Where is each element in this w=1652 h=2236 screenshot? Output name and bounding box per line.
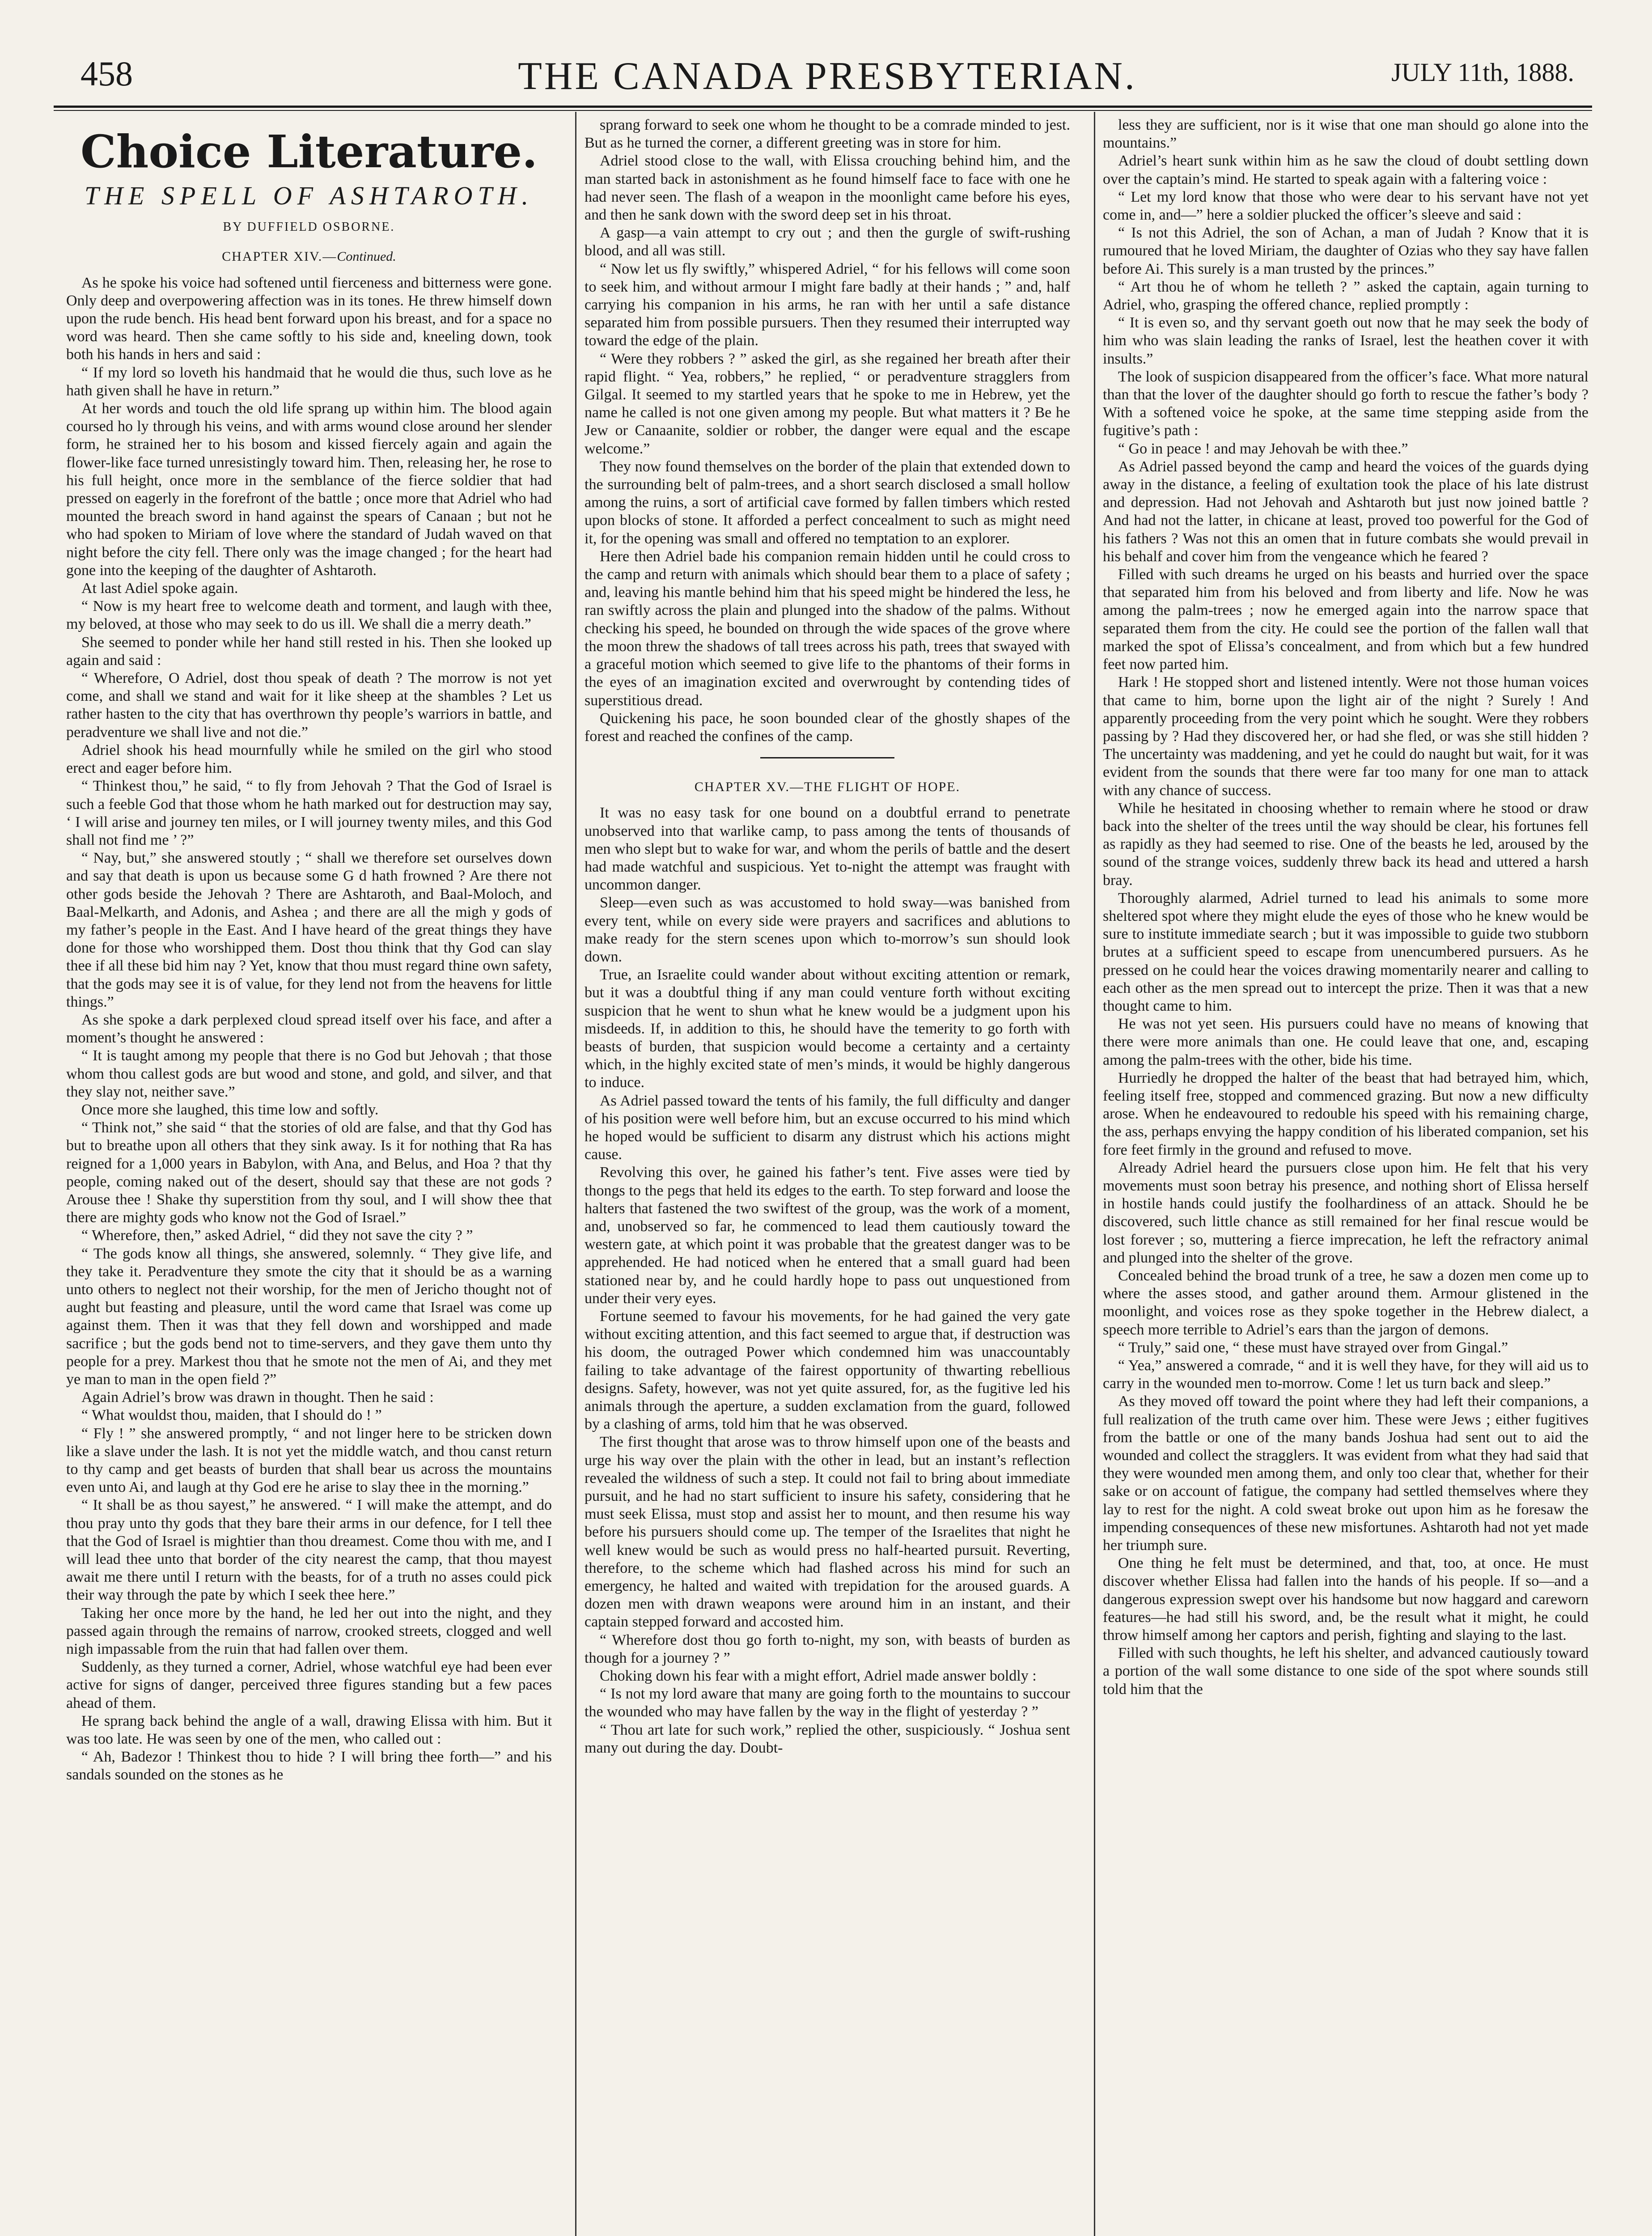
paragraph: The first thought that arose was to throw himself upon one of the beasts and urge his way over the plain with the other in lead, but an instant’s reflection revealed the wildness of such a step. It could not fail to bring about immediate pursuit, and he had no start sufficient to insure his safety, considering that he must seek Elissa, must stop and assist her to mount, and then resume his way before his pursuers should come up. The temper of the Israelites that night he well knew would be such as would press no half-hearted pursuit. Reverting, therefore, to the scheme which had flashed across his mind for such an emergency, he halted and waited with trepidation for the aroused guards. A dozen men with drawn weapons were around him in an instant, and their captain stepped forward and accosted him. [585, 1434, 1070, 1630]
article-body [585, 116, 1070, 745]
paragraph: Hurriedly he dropped the halter of the beast that had betrayed him, which, feeling itself free, stopped and commenced grazing. But now a new difficulty arose. When he endeavoured to redouble his speed with his remaining charge, the ass, perhaps envying the happy condition of his liberated companion, set his fore feet firmly in the ground and refused to move. [1103, 1069, 1588, 1158]
paragraph: “ What wouldst thou, maiden, that I should do ! ” [81, 1407, 382, 1424]
paragraph: Already Adriel heard the pursuers close upon him. He felt that his very movements must soon betray his presence, and nothing short of Elissa herself in hostile hands could justify the foolhardiness of an attack. Should he be discovered, such little chance as still remained for her final rescue would be lost forever ; so, muttering a fierce imprecation, he left the refractory animal and plunged into the shelter of the grove. [1103, 1159, 1588, 1266]
chapter-continued: Continued. [337, 249, 396, 264]
paragraph: It was no easy task for one bound on a doubtful errand to penetrate unobserved into that warlike camp, to pass among the tents of thousands of men who slept but to wake for war, and whom the perils of battle and the desert had made watchful and suspicious. Yet to-night the attempt was fraught with uncommon danger. [585, 805, 1070, 894]
paragraph: “ Is not this Adriel, the son of Achan, a man of Judah ? Know that it is rumoured that he loved Miriam, the daughter of Ozias who they say have fallen before Ai. This surely is a man trusted by the princes.” [1103, 224, 1588, 277]
paragraph: “ Wherefore, then,” asked Adriel, “ did they not save the city ? ” [81, 1227, 473, 1244]
paragraph: While he hesitated in choosing whether to remain where he stood or draw back into the shelter of the trees until the way should be clear, his fortunes fell as rapidly as they had seemed to rise. One of the beasts he led, aroused by the sound of the strange voices, suddenly threw back its head and uttered a harsh bray. [1103, 800, 1588, 889]
paragraph: Once more she laughed, this time low and softly. [81, 1101, 379, 1118]
paragraph: “ It is even so, and thy servant goeth out now that he may seek the body of him who was slain leading the ranks of Israel, lest the heathen cover it with insults.” [1103, 314, 1588, 367]
paragraph: Taking her once more by the hand, he led her out into the night, and they passed again through the remains of narrow, crooked streets, clogged and well nigh impassable from the ruin that had fallen over them. [66, 1605, 552, 1658]
paragraph: At her words and touch the old life sprang up within him. The blood again coursed ho ly through his veins, and with arms wound close around her slender form, he strained her to his bosom and kissed fiercely again and again the flower-like face turned unresistingly toward him. Then, releasing her, he rose to his full height, once more in the semblance of the fierce soldier that had pressed on eagerly in the forefront of the battle ; once more that Adriel who had mounted the breach sword in hand against the spears of Canaan ; but not he who had spoken to Miriam of love where the standard of Judah waved on that night before the city fell. There only was the image changed ; for the heart had gone into the keeping of the daughter of Ashtaroth. [66, 400, 552, 579]
paragraph: “ If my lord so loveth his handmaid that he would die thus, such love as he hath given shall he have in return.” [66, 364, 552, 399]
paragraph: Fortune seemed to favour his movements, for he had gained the very gate without exciting attention, and this fact seemed to argue that, if destruction was his doom, the outraged Power which condemned him was unaccountably failing to take advantage of the fairest opportunity of thwarting rebellious designs. Safety, however, was not yet quite assured, for, as the fugitive led his animals through the aperture, a sudden exclamation from the guard, followed by a clashing of arms, told him that he was observed. [585, 1308, 1070, 1433]
paragraph: They now found themselves on the border of the plain that extended down to the surrounding belt of palm-trees, and a short search disclosed a small hollow among the ruins, a sort of artificial cave formed by fallen timbers which rested upon blocks of stone. It afforded a perfect concealment to such as might need it, for the opening was small and offered no temptation to an explorer. [585, 458, 1070, 547]
paragraph: “ Fly ! ” she answered promptly, “ and not linger here to be stricken down like a slave under the lash. It is not yet the middle watch, and thou canst return to thy camp and get beasts of burden that shall bear us across the mountains even unto Ai, and laugh at thy God ere he arise to slay thee in the morning.” [66, 1425, 552, 1496]
paragraph: “ It shall be as thou sayest,” he answered. “ I will make the attempt, and do thou pray unto thy gods that they bare their arms in our defence, for I tell thee that the God of Israel is mightier than thou dreamest. Come thou with me, and I will lead thee unto that border of the city nearest the camp, that thou mayest await me there until I return with the beasts, for of a truth no asses could pick their way through the pate by which I seek thee here.” [66, 1497, 552, 1604]
paragraph: “ Yea,” answered a comrade, “ and it is well they have, for they will aid us to carry in the wounded men to-morrow. Come ! let us turn back and sleep.” [1103, 1357, 1588, 1392]
paragraph: “ Wherefore, O Adriel, dost thou speak of death ? The morrow is not yet come, and shall we stand and wait for it like sheep at the shambles ? Let us rather hasten to the city that has overthrown thy people’s warriors in battle, and peradventure we shall live and not die.” [66, 670, 552, 741]
paragraph: Filled with such thoughts, he left his shelter, and advanced cautiously toward a portion of the wall some distance to one side of the spot where sounds still told him that the [1103, 1645, 1588, 1698]
paragraph: He sprang back behind the angle of a wall, drawing Elissa with him. But it was too late. He was seen by one of the men, who called out : [66, 1712, 552, 1748]
paragraph: “ Nay, but,” she answered stoutly ; “ shall we therefore set ourselves down and say that death is upon us because some G d hath frowned ? Are there not other gods beside the Jehovah ? There are Ashtaroth, and Baal-Moloch, and Baal-Melkarth, and Adonis, and Ashea ; and there are all the migh y gods of my father’s people in the East. And I have heard of the great things they have done for those who worshipped them. Dost thou think that thy God can slay thee if all these bid him nay ? Yet, know that thou must regard thine own safety, that the gods may see it is of value, for they lend not from the heavens for little things.” [66, 850, 552, 1010]
chapter-label: CHAPTER XIV.— [222, 249, 337, 264]
paragraph: Hark ! He stopped short and listened intently. Were not those human voices that came to him, borne upon the light air of the night ? Surely ! And apparently proceeding from the very point which he sought. Were they robbers passing by ? Had they discovered her, or had she fled, or was she still hidden ? The uncertainty was maddening, and yet he could do naught but wait, for it was evident from the sounds that there were far too many for one man to attack with any chance of success. [1103, 674, 1588, 799]
article-body [66, 274, 552, 1784]
paragraph: “ Let my lord know that those who were dear to his servant have not yet come in, and—” here a soldier plucked the officer’s sleeve and said : [1103, 188, 1588, 224]
paragraph: “ Now let us fly swiftly,” whispered Adriel, “ for his fellows will come soon to seek him, and without armour I might fare badly at their hands ; ” and, half carrying his companion in his arms, he ran with her until a safe distance separated him from possible pursuers. Then they resumed their interrupted way toward the edge of the plain. [585, 260, 1070, 349]
page-number: 458 [80, 54, 133, 93]
paragraph: less they are sufficient, nor is it wise that one man should go alone into the mountains.” [1103, 117, 1588, 152]
newspaper-title: THE CANADA PRESBYTERIAN. [518, 55, 1137, 98]
paragraph: “ Thou art late for such work,” replied the other, suspiciously. “ Joshua sent many out during the day. Doubt- [585, 1721, 1070, 1756]
paragraph: “ Ah, Badezor ! Thinkest thou to hide ? I will bring thee forth—” and his sandals sounded on the stones as he [66, 1749, 552, 1783]
paragraph: Suddenly, as they turned a corner, Adriel, whose watchful eye had been ever active for signs of danger, perceived three figures standing but a few paces ahead of them. [66, 1659, 552, 1711]
paragraph: As they moved off toward the point where they had left their companions, a full realization of the truth came over him. These were Jews ; either fugitives from the battle or one of the many bands Joshua had sent out to aid the wounded and collect the stragglers. It was evident from what they had said that they were wounded men among them, and only too clear that, whether for their sake or on account of fatigue, the company had settled themselves where they lay to rest for the night. A cold sweat broke out upon him as he foresaw the impending consequences of these new misfortunes. Ashtaroth had not yet made her triumph sure. [1103, 1393, 1588, 1554]
column-divider [575, 112, 576, 2236]
paragraph: sprang forward to seek one whom he thought to be a comrade minded to jest. But as he turned the corner, a different greeting was in store for him. [585, 117, 1070, 152]
paragraph: Adriel shook his head mournfully while he smiled on the girl who stood erect and eager before him. [66, 741, 552, 777]
paragraph: Here then Adriel bade his companion remain hidden until he could cross to the camp and return with animals which should bear them to a place of safety ; and, leaving his mantle behind him that his speed might be hindered the less, he ran swiftly across the plain and plunged into the shadow of the palms. Without checking his speed, he bounded on through the wide spaces of the grove where the moon threw the shadows of tall trees across his path, trees that swayed with a graceful motion which seemed to give life to the phantoms of their forms in the eyes of an imagination excited and overwrought by contending tides of superstitious dread. [585, 548, 1070, 709]
paragraph: “ Think not,” she said “ that the stories of old are false, and that thy God has but to breathe upon all others that they sink away. Is it for nothing that Ra has reigned for a 1,000 years in Babylon, with Ana, and Belus, and Hoa ? that thy people, coming naked out of the desert, should say that these are not gods ? Arouse thee ! Shake thy superstition from thy soul, and I will show thee that there are mighty gods who know not the God of Israel.” [66, 1119, 552, 1226]
paragraph: “ Go in peace ! and may Jehovah be with thee.” [1118, 440, 1408, 457]
issue-date: JULY 11th, 1888. [1391, 58, 1574, 87]
paragraph: As she spoke a dark perplexed cloud spread itself over his face, and after a moment’s thought he answered : [66, 1011, 552, 1046]
column-3 [1103, 116, 1588, 2236]
paragraph: He was not yet seen. His pursuers could have no means of knowing that there were more animals than one. He could leave that one, and, escaping among the palm-trees with the other, bide his time. [1103, 1016, 1588, 1068]
paragraph: “ Were they robbers ? ” asked the girl, as she regained her breath after their rapid flight. “ Yea, robbers,” he replied, “ or peradventure stragglers from Gilgal. It seemed to my startled years that he spoke to me in Hebrew, yet the name he called is not one given among my people. But what matters it ? Be he Jew or Canaanite, soldier or robber, the danger were equal and the escape welcome.” [585, 350, 1070, 457]
masthead [80, 54, 1574, 103]
paragraph: “ Is not my lord aware that many are going forth to the mountains to succour the wounded who may have fallen by the way in the flight of yesterday ? ” [585, 1685, 1070, 1720]
byline: BY DUFFIELD OSBORNE. [223, 220, 395, 234]
paragraph: True, an Israelite could wander about without exciting attention or remark, but it was a doubtful thing if any man could venture forth without exciting suspicion that he went to shun what he knew would be a judgment upon his misdeeds. If, in addition to this, he should have the temerity to go forth with beasts of burden, that suspicion would become a certainty and a certainty which, in the highly excited state of men’s minds, it would be highly dangerous to induce. [585, 966, 1070, 1091]
article-body [1103, 116, 1588, 1698]
paragraph: As Adriel passed beyond the camp and heard the voices of the guards dying away in the distance, a feeling of exultation took the place of his late distrust and depression. Had not Jehovah and Ashtaroth but just now joined battle ? And had not the latter, in chicane at least, proved too powerful for the God of his fathers ? Was not this an omen that in future combats she would prevail in his behalf and cover him from the vengeance which he feared ? [1103, 458, 1588, 565]
section-heading: Choice Literature. [80, 125, 538, 178]
paragraph: She seemed to ponder while her hand still rested in his. Then she looked up again and said : [66, 634, 552, 669]
paragraph: Adriel’s heart sunk within him as he saw the cloud of doubt settling down over the captain’s mind. He started to speak again with a faltering voice : [1103, 152, 1588, 187]
paragraph: “ Truly,” said one, “ these must have strayed over from Gingal.” [1118, 1339, 1508, 1356]
paragraph: As he spoke his voice had softened until fierceness and bitterness were gone. Only deep and overpowering affection was in its tones. He threw himself down upon the rude bench. His head bent forward upon his breast, and for a space no word was heard. Then she came softly to his side and, kneeling down, took both his hands in hers and said : [66, 274, 552, 363]
paragraph: Quickening his pace, he soon bounded clear of the ghostly shapes of the forest and reached the confines of the camp. [585, 710, 1070, 745]
story-title: THE SPELL OF ASHTAROTH. [84, 181, 534, 210]
paragraph: As Adriel passed toward the tents of his family, the full difficulty and danger of his position were well before him, but an excuse occurred to his mind which he hoped would be sufficient to disarm any distrust which his actions might cause. [585, 1092, 1070, 1163]
paragraph: “ Thinkest thou,” he said, “ to fly from Jehovah ? That the God of Israel is such a feeble God that those whom he hath marked out for destruction may say, ‘ I will arise and journey ten miles, or I will journey twenty miles, and this God shall not find me ’ ?” [66, 778, 552, 848]
paragraph: “ Art thou he of whom he telleth ? ” asked the captain, again turning to Adriel, who, grasping the offered chance, replied promptly : [1103, 278, 1588, 313]
paragraph: The look of suspicion disappeared from the officer’s face. What more natural than that the lover of the daughter should go forth to rescue the father’s body ? With a softened voice he spoke, at the same time stepping aside from the fugitive’s path : [1103, 368, 1588, 439]
paragraph: “ Now is my heart free to welcome death and torment, and laugh with thee, my beloved, at those who may seek to do us ill. We shall die a merry death.” [66, 598, 552, 633]
chapter-heading [66, 248, 552, 266]
header-rule-thin [54, 110, 1592, 111]
paragraph: Filled with such dreams he urged on his beasts and hurried over the space that separated him from his beloved and from liberty and life. Now he was among the palm-trees ; now he emerged again into the narrow space that separated them from the city. He could see the portion of the fallen wall that marked the spot of Elissa’s concealment, and from which but a few hundred feet now parted him. [1103, 566, 1588, 673]
paragraph: “ Wherefore dost thou go forth to-night, my son, with beasts of burden as though for a journey ? ” [585, 1631, 1070, 1666]
paragraph: A gasp—a vain attempt to cry out ; and then the gurgle of swift-rushing blood, and all was still. [585, 224, 1070, 259]
paragraph: Concealed behind the broad trunk of a tree, he saw a dozen men come up to where the asses stood, and gather around them. Armour glistened in the moonlight, and voices rose as they spoke together in the Hebrew dialect, a speech more terrible to Adriel’s ears than the jargon of demons. [1103, 1267, 1588, 1338]
paragraph: One thing he felt must be determined, and that, too, at once. He must discover whether Elissa had fallen into the hands of his people. If so—and a dangerous expression swept over his handsome but now haggard and careworn features—he had still his sword, and, be the result what it might, he could throw himself among her captors and perish, fighting and slaying to the last. [1103, 1555, 1588, 1644]
paragraph: “ It is taught among my people that there is no God but Jehovah ; that those whom thou callest gods are but wood and stone, and gold, and silver, and that they slay not, neither save.” [66, 1047, 552, 1100]
paragraph: Thoroughly alarmed, Adriel turned to lead his animals to some more sheltered spot where they might elude the eyes of those who he knew would be sure to institute immediate search ; but it was impossible to guide two stubborn brutes at a sufficient speed to escape from unencumbered pursuers. As he pressed on he could hear the voices drawing momentarily nearer and calling to each other as the men spread out to intercept the prize. Then it was that a new thought came to him. [1103, 889, 1588, 1014]
article-body [585, 804, 1070, 1757]
column-2 [585, 116, 1070, 2236]
paragraph: At last Adiel spoke again. [81, 580, 238, 597]
chapter-divider [760, 757, 894, 758]
chapter-heading: CHAPTER XV.—THE FLIGHT OF HOPE. [694, 779, 961, 795]
paragraph: Again Adriel’s brow was drawn in thought. Then he said : [81, 1389, 434, 1406]
paragraph: Adriel stood close to the wall, with Elissa crouching behind him, and the man started back in astonishment as he found himself face to face with one he had never seen. The flash of a weapon in the moonlight came before his eyes, and then he sank down with the sword deep set in his throat. [585, 152, 1070, 224]
paragraph: “ The gods know all things, she answered, solemnly. “ They give life, and they take it. Peradventure they smote the city that it should be as a warning unto others to neglect not their worship, for the men of Jericho thought not of aught but feasting and pleasure, until the word came that Israel was come up against them. Then it was that they fell down and worshipped and made sacrifice ; but the gods bend not to time-servers, and they gave them unto thy people for a prey. Markest thou that he smote not the men of Ai, and they met ye man to man in the open field ?” [66, 1245, 552, 1388]
paragraph: Revolving this over, he gained his father’s tent. Five asses were tied by thongs to the pegs that held its edges to the earth. To step forward and loose the halters that fastened the two swiftest of the group, was the work of a moment, and, unobserved so far, he commenced to lead them cautiously toward the western gate, at which point it was probable that the greatest danger was to be apprehended. He had noticed when he entered that a small guard had been stationed near by, and he could hardly hope to pass out unquestioned from under their very eyes. [585, 1164, 1070, 1307]
column-1 [66, 116, 552, 2236]
header-rule [54, 106, 1592, 108]
paragraph: Sleep—even such as was accustomed to hold sway—was banished from every tent, while on every side were prayers and sacrifices and ablutions to make ready for the stern scenes upon which to-morrow’s sun should look down. [585, 894, 1070, 965]
column-divider [1094, 112, 1095, 2236]
paragraph: Choking down his fear with a might effort, Adriel made answer boldly : [600, 1668, 1037, 1685]
